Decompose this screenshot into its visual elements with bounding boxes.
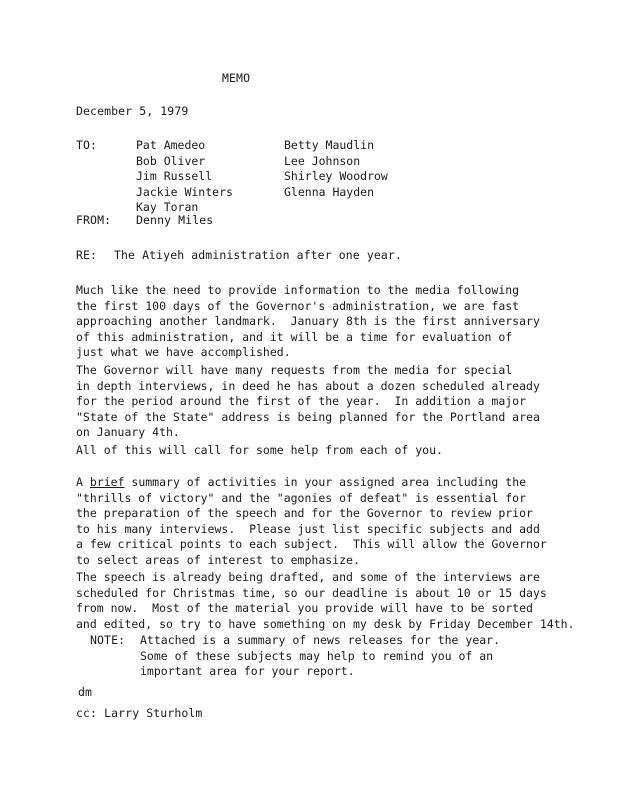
cc-line: cc: Larry Sturholm <box>76 706 203 720</box>
text-line: The speech is already being drafted, and some of the interviews are <box>76 570 540 584</box>
text-line: "thrills of victory" and the "agonies of defeat" is essential for <box>76 490 527 505</box>
note-label: NOTE: <box>90 633 126 647</box>
recipient: Jim Russell <box>136 169 213 183</box>
from-value: Denny Miles <box>136 213 214 227</box>
re-label: RE: <box>76 248 98 262</box>
paragraph-2 <box>76 363 540 441</box>
text-line: Attached is a summary of news releases for the year. <box>140 633 501 647</box>
text-line: of this administration, and it will be a time for evaluation of <box>76 329 513 344</box>
recipient: Jackie Winters <box>136 184 233 199</box>
to-recipients-column-1 <box>136 138 233 216</box>
paragraph-4 <box>76 475 547 568</box>
recipient: Betty Maudlin <box>284 138 375 152</box>
text-line: to his many interviews. Please just list specific subjects and add <box>76 521 540 536</box>
text-line: scheduled for Christmas time, so our deadline is about 10 or 15 days <box>76 585 547 600</box>
text-line: important area for your report. <box>140 664 355 678</box>
typist-initials: dm <box>78 685 93 699</box>
text-line: approaching another landmark. January 8th is the first anniversary <box>76 314 540 328</box>
memo-date: December 5, 1979 <box>76 104 189 118</box>
recipient: Bob Oliver <box>136 153 206 168</box>
text-line: All of this will call for some help from each of you. <box>76 443 443 457</box>
recipient: Lee Johnson <box>284 153 361 168</box>
text-line: for the period around the first of the year. In addition a major <box>76 394 527 408</box>
paragraph-3 <box>76 443 443 459</box>
text-line: and edited, so try to have something on my desk by Friday December 14th. <box>76 616 575 631</box>
text-fragment: A <box>76 475 90 489</box>
paragraph-1 <box>76 283 540 361</box>
recipient: Pat Amedeo <box>136 138 206 152</box>
to-label: TO: <box>76 138 98 152</box>
underlined-word: brief <box>89 475 125 489</box>
text-line: "State of the State" address is being planned for the Portland area <box>76 409 540 424</box>
text-line: Some of these subjects may help to remind you of an <box>140 648 494 663</box>
from-label: FROM: <box>76 213 112 227</box>
text-line <box>76 475 547 491</box>
text-fragment: summary of activities in your assigned area including the <box>124 475 527 489</box>
text-line: to select areas of interest to emphasize. <box>76 552 360 567</box>
memo-heading: MEMO <box>222 71 251 85</box>
text-line: in depth interviews, in deed he has about a dozen scheduled already <box>76 378 540 393</box>
text-line: just what we have accomplished. <box>76 345 291 359</box>
recipient: Kay Toran <box>136 200 199 214</box>
recipient: Shirley Woodrow <box>284 169 388 183</box>
recipient: Glenna Hayden <box>284 184 375 199</box>
to-recipients-column-2 <box>284 138 388 200</box>
text-line: The Governor will have many requests from the media for special <box>76 363 513 377</box>
re-subject: The Atiyeh administration after one year. <box>114 248 402 262</box>
text-line: the first 100 days of the Governor's administration, we are fast <box>76 298 520 313</box>
text-line: on January 4th. <box>76 425 180 439</box>
text-line: Much like the need to provide information to the media following <box>76 283 520 297</box>
text-line: the preparation of the speech and for the Governor to review prior <box>76 506 533 520</box>
text-line: a few critical points to each subject. This will allow the Governor <box>76 537 547 551</box>
paragraph-5 <box>76 570 575 632</box>
note-body <box>140 633 500 680</box>
text-line: from now. Most of the material you provide will have to be sorted <box>76 601 533 615</box>
